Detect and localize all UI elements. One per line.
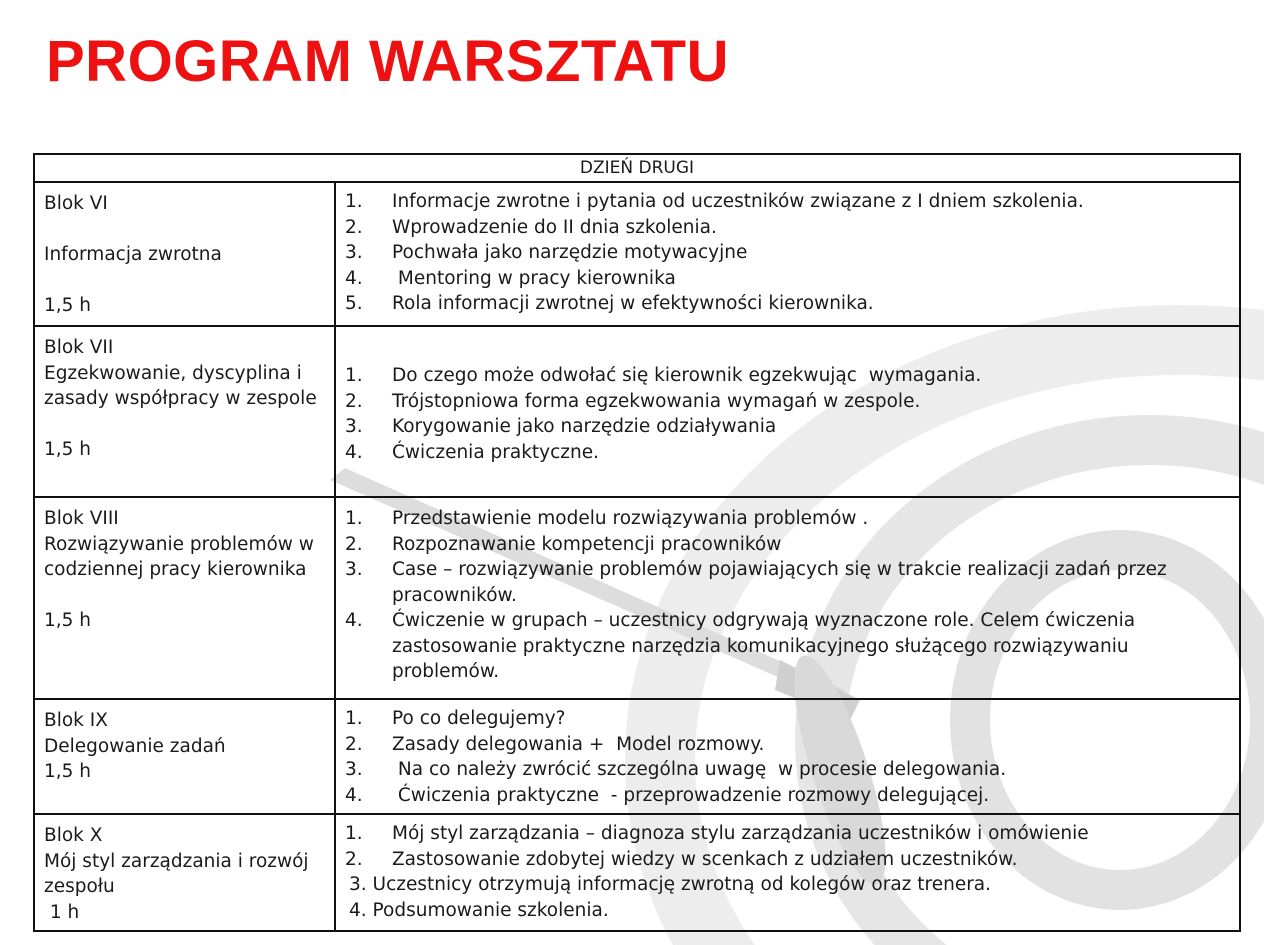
schedule-table bbox=[33, 153, 1241, 932]
item-number: 3. bbox=[345, 559, 363, 580]
list-item bbox=[345, 215, 1233, 241]
item-number: 3. bbox=[345, 759, 363, 780]
item-text: Do czego może odwołać się kierownik egzekwując wymagania. bbox=[392, 365, 982, 386]
block-duration: 1 h bbox=[44, 901, 80, 923]
items-cell bbox=[335, 326, 1240, 497]
day-header: DZIEŃ DRUGI bbox=[34, 154, 1240, 182]
block-row bbox=[34, 497, 1240, 699]
item-text: Trójstopniowa forma egzekwowania wymagań w zespole. bbox=[392, 390, 921, 412]
block-row bbox=[34, 699, 1240, 814]
items-cell bbox=[335, 182, 1240, 326]
item-number: 4. bbox=[345, 267, 363, 289]
items-cell bbox=[335, 699, 1240, 814]
list-item bbox=[345, 783, 1233, 809]
spacer bbox=[345, 333, 1233, 363]
items-cell bbox=[335, 814, 1240, 931]
list-item bbox=[345, 847, 1233, 873]
item-number: 2. bbox=[345, 216, 363, 238]
item-number: 2. bbox=[345, 533, 363, 555]
list-item bbox=[345, 532, 1233, 558]
block-cell bbox=[34, 326, 335, 497]
list-item bbox=[345, 440, 1233, 466]
item-text: Przedstawienie modelu rozwiązywania problemów . bbox=[392, 508, 869, 529]
block-title: Blok VII bbox=[44, 337, 114, 358]
block-title: Blok VI bbox=[44, 193, 108, 214]
item-text: Mentoring w pracy kierownika bbox=[392, 267, 676, 289]
item-text: Case – rozwiązywanie problemów pojawiających się w trakcie realizacji zadań przez pracowników. bbox=[392, 559, 1173, 606]
list-item bbox=[345, 389, 1233, 415]
item-text: Wprowadzenie do II dnia szkolenia. bbox=[392, 216, 717, 238]
block-topic: Rozwiązywanie problemów w codziennej pracy kierownika bbox=[44, 533, 320, 580]
block-title: Blok X bbox=[44, 825, 103, 846]
item-text: Rola informacji zwrotnej w efektywności kierownika. bbox=[392, 293, 874, 314]
item-number: 4. bbox=[345, 784, 363, 806]
list-item bbox=[345, 506, 1233, 532]
item-number: 1. bbox=[345, 191, 363, 212]
list-item bbox=[345, 898, 1233, 924]
items-cell bbox=[335, 497, 1240, 699]
list-item bbox=[345, 266, 1233, 292]
list-item bbox=[345, 706, 1233, 732]
item-number: 5. bbox=[345, 293, 363, 314]
list-item bbox=[345, 189, 1233, 215]
item-number: 1. bbox=[345, 823, 363, 844]
block-duration: 1,5 h bbox=[44, 610, 92, 631]
block-title: Blok IX bbox=[44, 710, 108, 731]
block-duration: 1,5 h bbox=[44, 439, 92, 460]
item-number: 3. bbox=[345, 242, 363, 263]
list-item bbox=[345, 363, 1233, 389]
spacer bbox=[44, 412, 330, 438]
item-text: Mój styl zarządzania – diagnoza stylu zarządzania uczestników i omówienie bbox=[392, 823, 1089, 844]
item-text: Po co delegujemy? bbox=[392, 708, 566, 729]
item-number: 1. bbox=[345, 508, 363, 529]
item-number: 2. bbox=[345, 390, 363, 412]
agenda-list bbox=[345, 706, 1233, 808]
item-text: Pochwała jako narzędzie motywacyjne bbox=[392, 242, 748, 263]
item-text: Zasady delegowania + Model rozmowy. bbox=[392, 733, 765, 755]
agenda-list bbox=[345, 363, 1233, 465]
item-text: 3. Uczestnicy otrzymują informację zwrotną od kolegów oraz trenera. bbox=[349, 874, 992, 895]
item-number: 1. bbox=[345, 365, 363, 386]
item-text: Ćwiczenia praktyczne - przeprowadzenie rozmowy delegującej. bbox=[392, 784, 990, 806]
block-row bbox=[34, 814, 1240, 931]
agenda-list bbox=[345, 189, 1233, 317]
block-cell bbox=[34, 814, 335, 931]
item-text: Informacje zwrotne i pytania od uczestników związane z I dniem szkolenia. bbox=[392, 191, 1084, 212]
list-item bbox=[345, 872, 1233, 898]
agenda-list bbox=[345, 821, 1233, 923]
block-row bbox=[34, 182, 1240, 326]
item-number: 1. bbox=[345, 708, 363, 729]
block-row bbox=[34, 326, 1240, 497]
block-cell bbox=[34, 497, 335, 699]
block-topic: Informacja zwrotna bbox=[44, 244, 222, 265]
list-item bbox=[345, 557, 1233, 608]
block-title: Blok VIII bbox=[44, 508, 119, 529]
list-item bbox=[345, 732, 1233, 758]
item-text: Zastosowanie zdobytej wiedzy w scenkach z udziałem uczestników. bbox=[392, 848, 1018, 870]
list-item bbox=[345, 821, 1233, 847]
block-topic: Mój styl zarządzania i rozwój zespołu bbox=[44, 850, 315, 897]
item-text: Ćwiczenia praktyczne. bbox=[392, 441, 600, 463]
list-item bbox=[345, 240, 1233, 266]
item-number: 2. bbox=[345, 733, 363, 755]
item-text: Rozpoznawanie kompetencji pracowników bbox=[392, 533, 782, 555]
header-row bbox=[34, 154, 1240, 182]
spacer bbox=[44, 268, 330, 294]
agenda-list bbox=[345, 506, 1233, 685]
block-cell bbox=[34, 699, 335, 814]
block-topic: Egzekwowanie, dyscyplina i zasady współpracy w zespole bbox=[44, 362, 317, 409]
list-item bbox=[345, 608, 1233, 685]
item-number: 2. bbox=[345, 848, 363, 870]
item-text: Ćwiczenie w grupach – uczestnicy odgrywają wyznaczone role. Celem ćwiczenia zastosowanie praktyczne narzędzia komunikacyjnego służącego rozwiązywaniu problemów. bbox=[392, 610, 1141, 682]
item-number: 4. bbox=[345, 610, 363, 631]
item-text: Na co należy zwrócić szczególna uwagę w procesie delegowania. bbox=[392, 759, 1007, 780]
list-item bbox=[345, 414, 1233, 440]
item-number: 4. bbox=[345, 441, 363, 463]
item-text: 4. Podsumowanie szkolenia. bbox=[349, 899, 609, 921]
block-topic: Delegowanie zadań bbox=[44, 735, 226, 757]
block-cell bbox=[34, 182, 335, 326]
item-number: 3. bbox=[345, 416, 363, 437]
block-duration: 1,5 h bbox=[44, 295, 92, 316]
list-item bbox=[345, 291, 1233, 317]
list-item bbox=[345, 757, 1233, 783]
item-text: Korygowanie jako narzędzie odziaływania bbox=[392, 416, 777, 437]
spacer bbox=[44, 583, 330, 609]
block-duration: 1,5 h bbox=[44, 761, 92, 782]
page-title: PROGRAM WARSZTATU bbox=[46, 29, 729, 94]
spacer bbox=[44, 217, 330, 243]
